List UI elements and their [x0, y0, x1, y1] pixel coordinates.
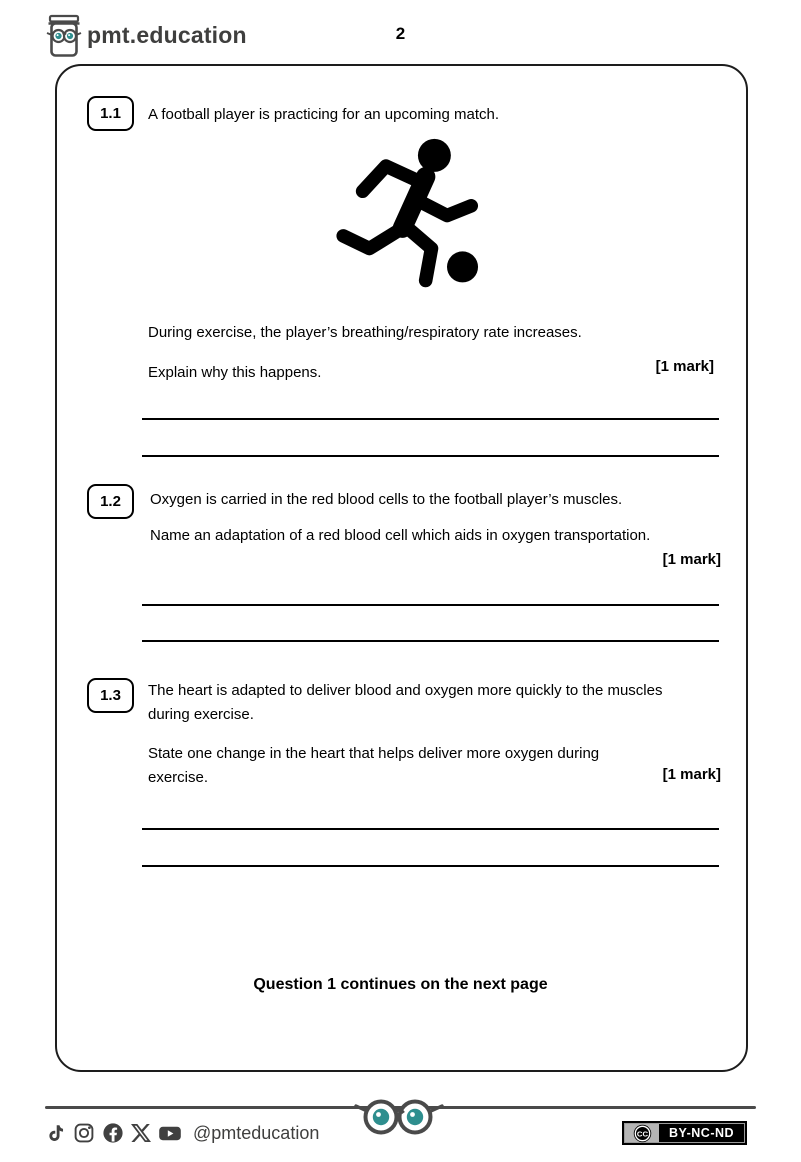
- x-icon[interactable]: [131, 1123, 151, 1143]
- question-1-2-prompt: Name an adaptation of a red blood cell which aids in oxygen transportation.: [150, 527, 651, 544]
- question-1-1-prompt: Explain why this happens.: [148, 364, 322, 381]
- instagram-icon[interactable]: [73, 1122, 95, 1144]
- question-1-3-marks: [1 mark]: [662, 766, 721, 783]
- question-number-1-3: [87, 678, 134, 713]
- footer-social-row: [45, 1120, 319, 1146]
- answer-line: [142, 828, 719, 830]
- pmt-glasses-icon: [354, 1092, 444, 1138]
- question-1-1-statement: During exercise, the player’s breathing/respiratory rate increases.: [148, 324, 582, 341]
- license-badge[interactable]: [622, 1121, 747, 1145]
- answer-line: [142, 604, 719, 606]
- facebook-icon[interactable]: [102, 1122, 124, 1144]
- license-label: BY-NC-ND: [659, 1126, 744, 1140]
- svg-text:CC: CC: [636, 1129, 648, 1139]
- answer-line: [142, 640, 719, 642]
- continuation-note: Question 1 continues on the next page: [253, 976, 548, 993]
- question-1-1-intro: A football player is practicing for an upcoming match.: [148, 106, 500, 123]
- question-1-2-statement: Oxygen is carried in the red blood cells to the football player’s muscles.: [150, 491, 623, 508]
- question-number-1-3-label: 1.3: [100, 687, 121, 704]
- cc-icon: [625, 1124, 659, 1142]
- question-number-1-2: [87, 484, 134, 519]
- question-number-1-1-label: 1.1: [100, 105, 121, 122]
- license-badge-inner: [624, 1123, 745, 1143]
- tiktok-icon[interactable]: [45, 1122, 66, 1145]
- football-player-icon: [325, 136, 505, 296]
- brand-title: pmt.education: [87, 22, 247, 48]
- question-1-2-marks: [1 mark]: [662, 551, 721, 568]
- answer-line: [142, 418, 719, 420]
- social-handle[interactable]: @pmteducation: [193, 1122, 320, 1143]
- page-number: 2: [395, 24, 406, 43]
- answer-line: [142, 865, 719, 867]
- question-number-1-2-label: 1.2: [100, 493, 121, 510]
- question-number-1-1: [87, 96, 134, 131]
- question-1-3-prompt: State one change in the heart that helps deliver more oxygen during exercise.: [148, 745, 600, 786]
- question-1-1-marks: [1 mark]: [655, 358, 714, 375]
- answer-line: [142, 455, 719, 457]
- youtube-icon[interactable]: [158, 1122, 182, 1144]
- question-1-3-statement: The heart is adapted to deliver blood and oxygen more quickly to the muscles during exercise.: [148, 682, 663, 723]
